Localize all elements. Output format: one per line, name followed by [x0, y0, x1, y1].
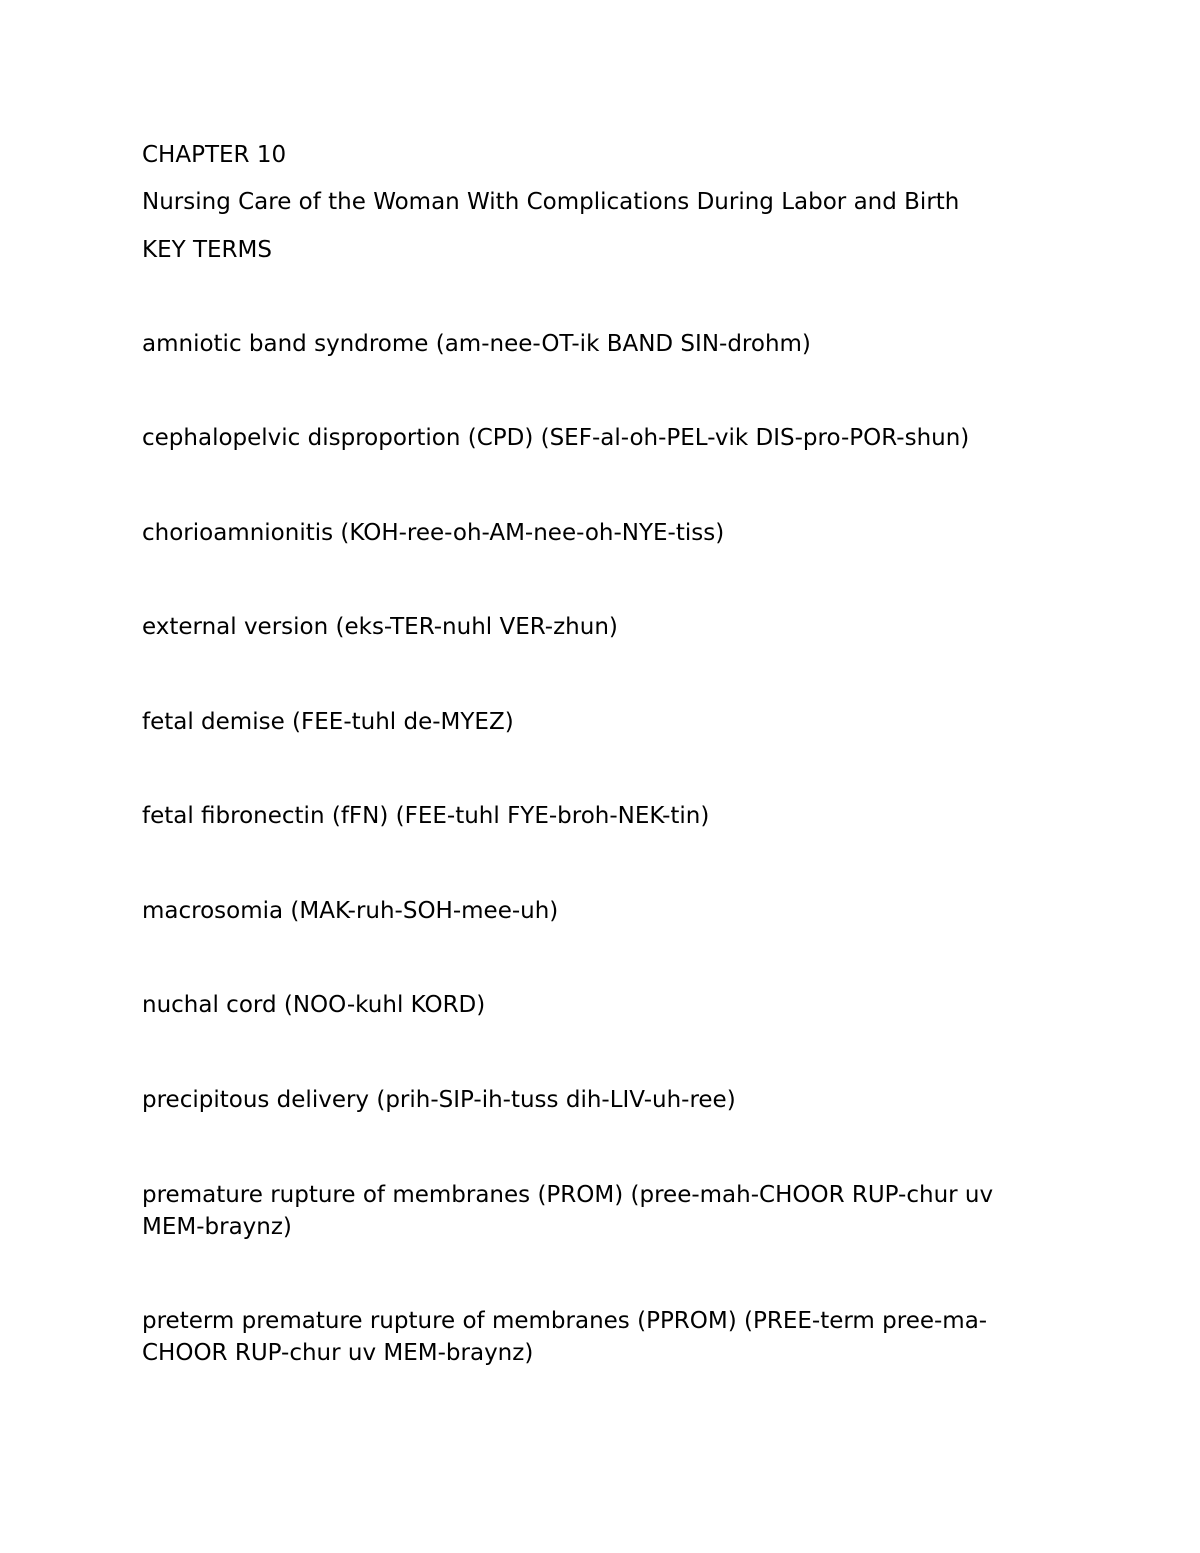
key-term-line: MEM-braynz): [142, 1214, 292, 1240]
key-term-line: chorioamnionitis (KOH-ree-oh-AM-nee-oh-NYE-tiss): [142, 520, 725, 546]
key-term: [142, 800, 1042, 832]
section-heading: KEY TERMS: [142, 237, 272, 263]
chapter-heading: CHAPTER 10: [142, 142, 287, 168]
key-term-line: premature rupture of membranes (PROM) (pree-mah-CHOOR RUP-chur uv: [142, 1182, 994, 1208]
key-term: [142, 895, 1042, 927]
key-term: [142, 611, 1042, 643]
key-term-line: amniotic band syndrome (am-nee-OT-ik BAND SIN-drohm): [142, 331, 811, 357]
key-term-line: cephalopelvic disproportion (CPD) (SEF-al-oh-PEL-vik DIS-pro-POR-shun): [142, 425, 970, 451]
key-term-line: preterm premature rupture of membranes (PPROM) (PREE-term pree-ma-: [142, 1308, 988, 1334]
key-term-line: external version (eks-TER-nuhl VER-zhun): [142, 614, 618, 640]
key-term: [142, 517, 1042, 549]
key-term: [142, 1084, 1042, 1116]
key-term-line: fetal demise (FEE-tuhl de-MYEZ): [142, 709, 514, 735]
key-term-line: macrosomia (MAK-ruh-SOH-mee-uh): [142, 898, 559, 924]
key-term: [142, 1305, 1042, 1369]
key-term-line: nuchal cord (NOO-kuhl KORD): [142, 992, 486, 1018]
key-term: [142, 422, 1042, 454]
key-term: [142, 1179, 1042, 1243]
key-term: [142, 706, 1042, 738]
key-term-line: CHOOR RUP-chur uv MEM-braynz): [142, 1340, 534, 1366]
key-term-line: fetal fibronectin (fFN) (FEE-tuhl FYE-broh-NEK-tin): [142, 803, 710, 829]
chapter-title: Nursing Care of the Woman With Complications During Labor and Birth: [142, 189, 960, 215]
key-term-line: precipitous delivery (prih-SIP-ih-tuss dih-LIV-uh-ree): [142, 1087, 736, 1113]
key-term: [142, 989, 1042, 1021]
key-term: [142, 328, 1042, 360]
